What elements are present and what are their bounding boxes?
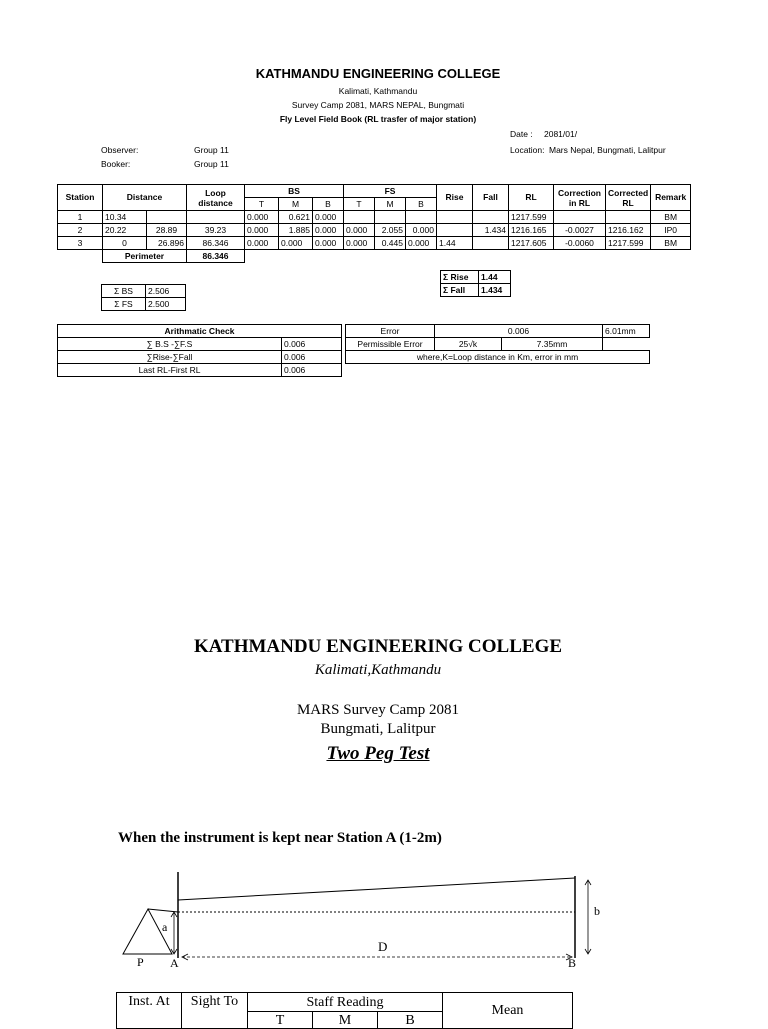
observer-value: Group 11 <box>194 145 229 155</box>
cell-bs-m: 0.000 <box>279 237 313 250</box>
observer-label: Observer: <box>101 145 139 155</box>
location-value: Mars Nepal, Bungmati, Lalitpur <box>549 145 666 155</box>
header-bs-t: T <box>245 198 279 211</box>
cell-fall: 1.434 <box>473 224 509 237</box>
cell-bs-t: 0.000 <box>245 237 279 250</box>
permissible-error-formula: 25√k <box>435 338 502 351</box>
cell-bs-b: 0.000 <box>313 211 344 224</box>
cell-fs-m <box>375 211 406 224</box>
cell-distance-1: 20.22 <box>103 224 147 237</box>
header-distance: Distance <box>103 185 187 211</box>
cell-corrected-rl <box>606 211 651 224</box>
sum-bs-label: Σ BS <box>102 285 146 298</box>
cell-fs-b: 0.000 <box>406 237 437 250</box>
header-bs-b: B <box>313 198 344 211</box>
cell-fall <box>473 211 509 224</box>
cell-corrected-rl: 1216.162 <box>606 224 651 237</box>
error-mm: 6.01mm <box>603 325 650 338</box>
peg-header-mean: Mean <box>443 993 573 1029</box>
cell-station: 1 <box>58 211 103 224</box>
camp-line: Survey Camp 2081, MARS NEPAL, Bungmati <box>291 100 465 110</box>
arith-value: 0.006 <box>282 338 342 351</box>
arith-value: 0.006 <box>282 364 342 377</box>
error-table <box>345 324 650 364</box>
label-d: D <box>378 939 388 954</box>
peg-header-staff-reading: Staff Reading <box>248 993 443 1012</box>
header-fs: FS <box>344 185 437 198</box>
cell-bs-m: 0.621 <box>279 211 313 224</box>
cell-distance-2: 26.896 <box>147 237 187 250</box>
arith-label: ∑Rise-∑Fall <box>58 351 282 364</box>
peg-header-b: B <box>378 1012 443 1029</box>
cell-correction: -0.0060 <box>554 237 606 250</box>
peg-camp: MARS Survey Camp 2081 <box>296 702 460 718</box>
where-note: where,K=Loop distance in Km, error in mm <box>346 351 650 364</box>
header-station: Station <box>58 185 103 211</box>
cell-correction: -0.0027 <box>554 224 606 237</box>
cell-remark: IP0 <box>651 224 691 237</box>
label-b: b <box>594 904 600 918</box>
header-remark: Remark <box>651 185 691 211</box>
cell-rl: 1216.165 <box>509 224 554 237</box>
cell-station: 2 <box>58 224 103 237</box>
date-value: 2081/01/ <box>544 129 578 139</box>
cell-remark: BM <box>651 237 691 250</box>
date-label: Date : <box>510 129 533 139</box>
header-fs-t: T <box>344 198 375 211</box>
sum-bs-value: 2.506 <box>146 285 186 298</box>
cell-bs-t: 0.000 <box>245 211 279 224</box>
booker-value: Group 11 <box>194 159 229 169</box>
header-corrected-rl: Corrected RL <box>606 185 651 211</box>
peg-place: Bungmati, Lalitpur <box>320 721 436 737</box>
field-book-title: Fly Level Field Book (RL trasfer of major station) <box>279 114 477 124</box>
perimeter-label: Perimeter <box>103 250 187 263</box>
header-fs-b: B <box>406 198 437 211</box>
permissible-error-value: 7.35mm <box>502 338 603 351</box>
table-row <box>58 211 691 224</box>
header-bs: BS <box>245 185 344 198</box>
table-row <box>58 224 691 237</box>
cell-bs-t: 0.000 <box>245 224 279 237</box>
cell-fs-m: 0.445 <box>375 237 406 250</box>
cell-rise <box>437 224 473 237</box>
cell-correction <box>554 211 606 224</box>
header-bs-m: M <box>279 198 313 211</box>
peg-header-sight-to: Sight To <box>182 993 248 1029</box>
sum-fall-value: 1.434 <box>479 284 511 297</box>
peg-title: Two Peg Test <box>326 743 430 764</box>
cell-rl: 1217.605 <box>509 237 554 250</box>
peg-college-title: KATHMANDU ENGINEERING COLLEGE <box>193 636 563 657</box>
cell-distance-1: 0 <box>103 237 147 250</box>
location-label: Location: <box>510 145 545 155</box>
peg-college-address: Kalimati,Kathmandu <box>314 662 442 678</box>
cell-fs-t <box>344 211 375 224</box>
permissible-error-label: Permissible Error <box>346 338 435 351</box>
table-row <box>58 237 691 250</box>
cell-bs-m: 1.885 <box>279 224 313 237</box>
sight-line <box>178 878 575 900</box>
arith-label: ∑ B.S -∑F.S <box>58 338 282 351</box>
college-title: KATHMANDU ENGINEERING COLLEGE <box>255 66 501 81</box>
two-peg-diagram <box>110 862 610 972</box>
header-loop-distance: Loop distance <box>187 185 245 211</box>
cell-station: 3 <box>58 237 103 250</box>
peg-header-inst-at: Inst. At <box>117 993 182 1029</box>
cell-bs-b: 0.000 <box>313 237 344 250</box>
sum-fs-value: 2.500 <box>146 298 186 311</box>
arithmetic-check-table <box>57 324 342 377</box>
booker-label: Booker: <box>101 159 131 169</box>
cell-fs-t: 0.000 <box>344 224 375 237</box>
arith-label: Last RL-First RL <box>58 364 282 377</box>
cell-fs-t: 0.000 <box>344 237 375 250</box>
sum-rise-value: 1.44 <box>479 271 511 284</box>
sum-fall-label: Σ Fall <box>441 284 479 297</box>
cell-loop: 86.346 <box>187 237 245 250</box>
header-fall: Fall <box>473 185 509 211</box>
cell-fs-b: 0.000 <box>406 224 437 237</box>
cell-distance-2 <box>147 211 187 224</box>
cell-loop: 39.23 <box>187 224 245 237</box>
cell-distance-1: 10.34 <box>103 211 147 224</box>
header-rl: RL <box>509 185 554 211</box>
error-value: 0.006 <box>435 325 603 338</box>
cell-rl: 1217.599 <box>509 211 554 224</box>
cell-distance-2: 28.89 <box>147 224 187 237</box>
peg-test-table <box>116 992 573 1029</box>
arithmetic-check-title: Arithmatic Check <box>58 325 342 338</box>
perimeter-value: 86.346 <box>187 250 245 263</box>
cell-rise <box>437 211 473 224</box>
label-a: a <box>162 920 168 934</box>
header-rise: Rise <box>437 185 473 211</box>
label-station-a: A <box>170 956 179 970</box>
cell-fs-b <box>406 211 437 224</box>
error-label: Error <box>346 325 435 338</box>
cell-bs-b: 0.000 <box>313 224 344 237</box>
header-correction: Correction in RL <box>554 185 606 211</box>
arith-value: 0.006 <box>282 351 342 364</box>
sum-rise-label: Σ Rise <box>441 271 479 284</box>
cell-corrected-rl: 1217.599 <box>606 237 651 250</box>
peg-header-t: T <box>248 1012 313 1029</box>
bs-fs-sum-table <box>101 284 186 311</box>
label-station-b: B <box>568 956 577 970</box>
cell-fall <box>473 237 509 250</box>
peg-subheading: When the instrument is kept near Station A (1-2m) <box>118 830 442 846</box>
rise-fall-sum-table <box>440 270 511 297</box>
label-p: P <box>137 955 144 969</box>
cell-fs-m: 2.055 <box>375 224 406 237</box>
college-address: Kalimati, Kathmandu <box>338 86 418 96</box>
sum-fs-label: Σ FS <box>102 298 146 311</box>
cell-rise: 1.44 <box>437 237 473 250</box>
header-fs-m: M <box>375 198 406 211</box>
peg-header-m: M <box>313 1012 378 1029</box>
cell-loop <box>187 211 245 224</box>
cell-remark: BM <box>651 211 691 224</box>
fly-level-table <box>57 184 691 263</box>
